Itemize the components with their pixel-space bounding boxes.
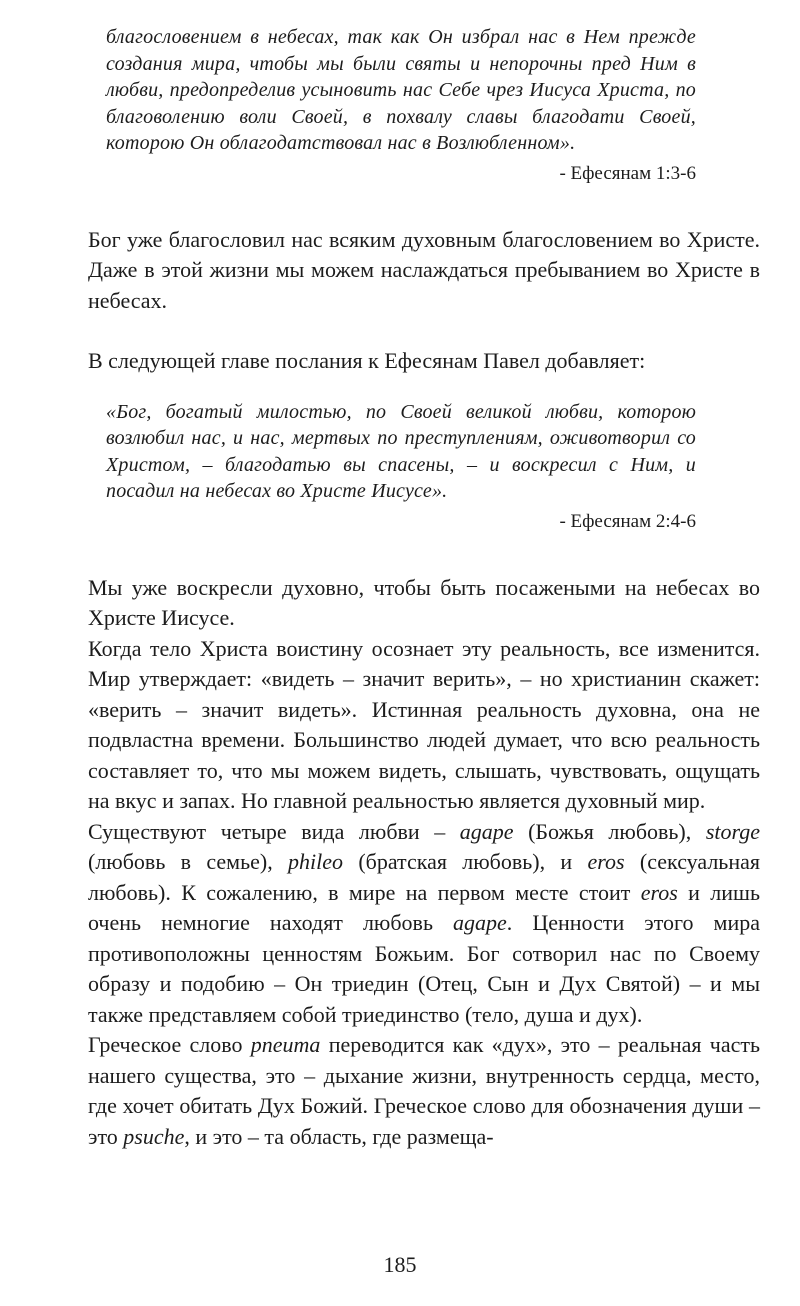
paragraph-four-loves xyxy=(88,817,760,1031)
text-span: (любовь в семье), xyxy=(88,849,289,874)
paragraph-resurrected: Мы уже воскресли духовно, чтобы быть посажеными на небесах во Христе Иисусе. xyxy=(88,574,760,630)
paragraph-reality: Когда тело Христа воистину осознает эту реальность, все изменится. Мир утверждает: «видеть – значит верить», – но христианин скажет: «верить – значит видеть». Истинная реальность духовна, она не подвластна времени. Большинство людей думает, что всю реальность составляет то, что мы можем видеть, слышать, чувствовать, ощущать на вкус и запах. Но главной реальностью является духовный мир. xyxy=(88,635,760,813)
text-span: Греческое слово xyxy=(88,1032,251,1057)
term-storge: storge xyxy=(705,818,760,844)
paragraph-next-chapter: В следующей главе послания к Ефесянам Павел добавляет: xyxy=(88,348,646,373)
text-span: (Божья любовь), xyxy=(513,818,706,844)
term-pneuma: pneuma xyxy=(250,1032,321,1057)
term-eros: eros xyxy=(587,849,625,874)
text-span: , и это – та область, где размеща- xyxy=(184,1123,494,1149)
scripture-citation-ephesians-1: - Ефесянам 1:3-6 xyxy=(559,162,696,184)
page-number: 185 xyxy=(383,1252,417,1277)
scripture-quote-ephesians-2: «Бог, богатый милостью, по Своей великой любви, которою возлюбил нас, и нас, мертвых по преступлениям, оживотворил со Христом, – благодатью вы спасены, – и воскресил с Ним, и посадил на небесах во Христе Иисусе». xyxy=(106,400,696,502)
text-span: . Ценности этого мира противоположны ценностям Божьим. Бог сотворил нас по Своему образу и подобию – Он триедин (Отец, Сын и Дух Святой) – и мы также представляем собой триединство (тело, душа и дух). xyxy=(88,910,760,1027)
text-span: (сексуальная любовь). К сожалению, в мире на первом месте стоит xyxy=(88,849,760,905)
term-eros: eros xyxy=(640,879,678,905)
term-psuche: psuche xyxy=(123,1123,185,1149)
text-span: переводится как «дух», это – реальная часть нашего существа, это – дыхание жизни, внутренность сердца, место, где хочет обитать Дух Божий. Греческое слово для обозначения души – это xyxy=(88,1032,760,1149)
term-agape: agape xyxy=(453,910,507,935)
text-span: Существуют четыре вида любви – xyxy=(88,818,460,844)
paragraph-pneuma-psuche xyxy=(88,1030,760,1152)
term-agape: agape xyxy=(459,818,514,844)
text-span: (братская любовь), и xyxy=(343,849,588,874)
term-phileo: phileo xyxy=(288,849,344,874)
scripture-citation-ephesians-2: - Ефесянам 2:4-6 xyxy=(559,510,696,532)
paragraph-blessing: Бог уже благословил нас всяким духовным благословением во Христе. Даже в этой жизни мы можем наслаждаться пребыванием во Христе в небесах. xyxy=(88,226,760,313)
scripture-quote-ephesians-1: благословением в небесах, так как Он избрал нас в Нем прежде создания мира, чтобы мы были святы и непорочны пред Ним в любви, предопределив усыновить нас Себе чрез Иисуса Христа, по благоволению воли Своей, в похвалу славы благодати Своей, которою Он облагодатствовал нас в Возлюбленном». xyxy=(106,26,696,154)
text-span: и лишь очень немногие находят любовь xyxy=(88,879,760,935)
